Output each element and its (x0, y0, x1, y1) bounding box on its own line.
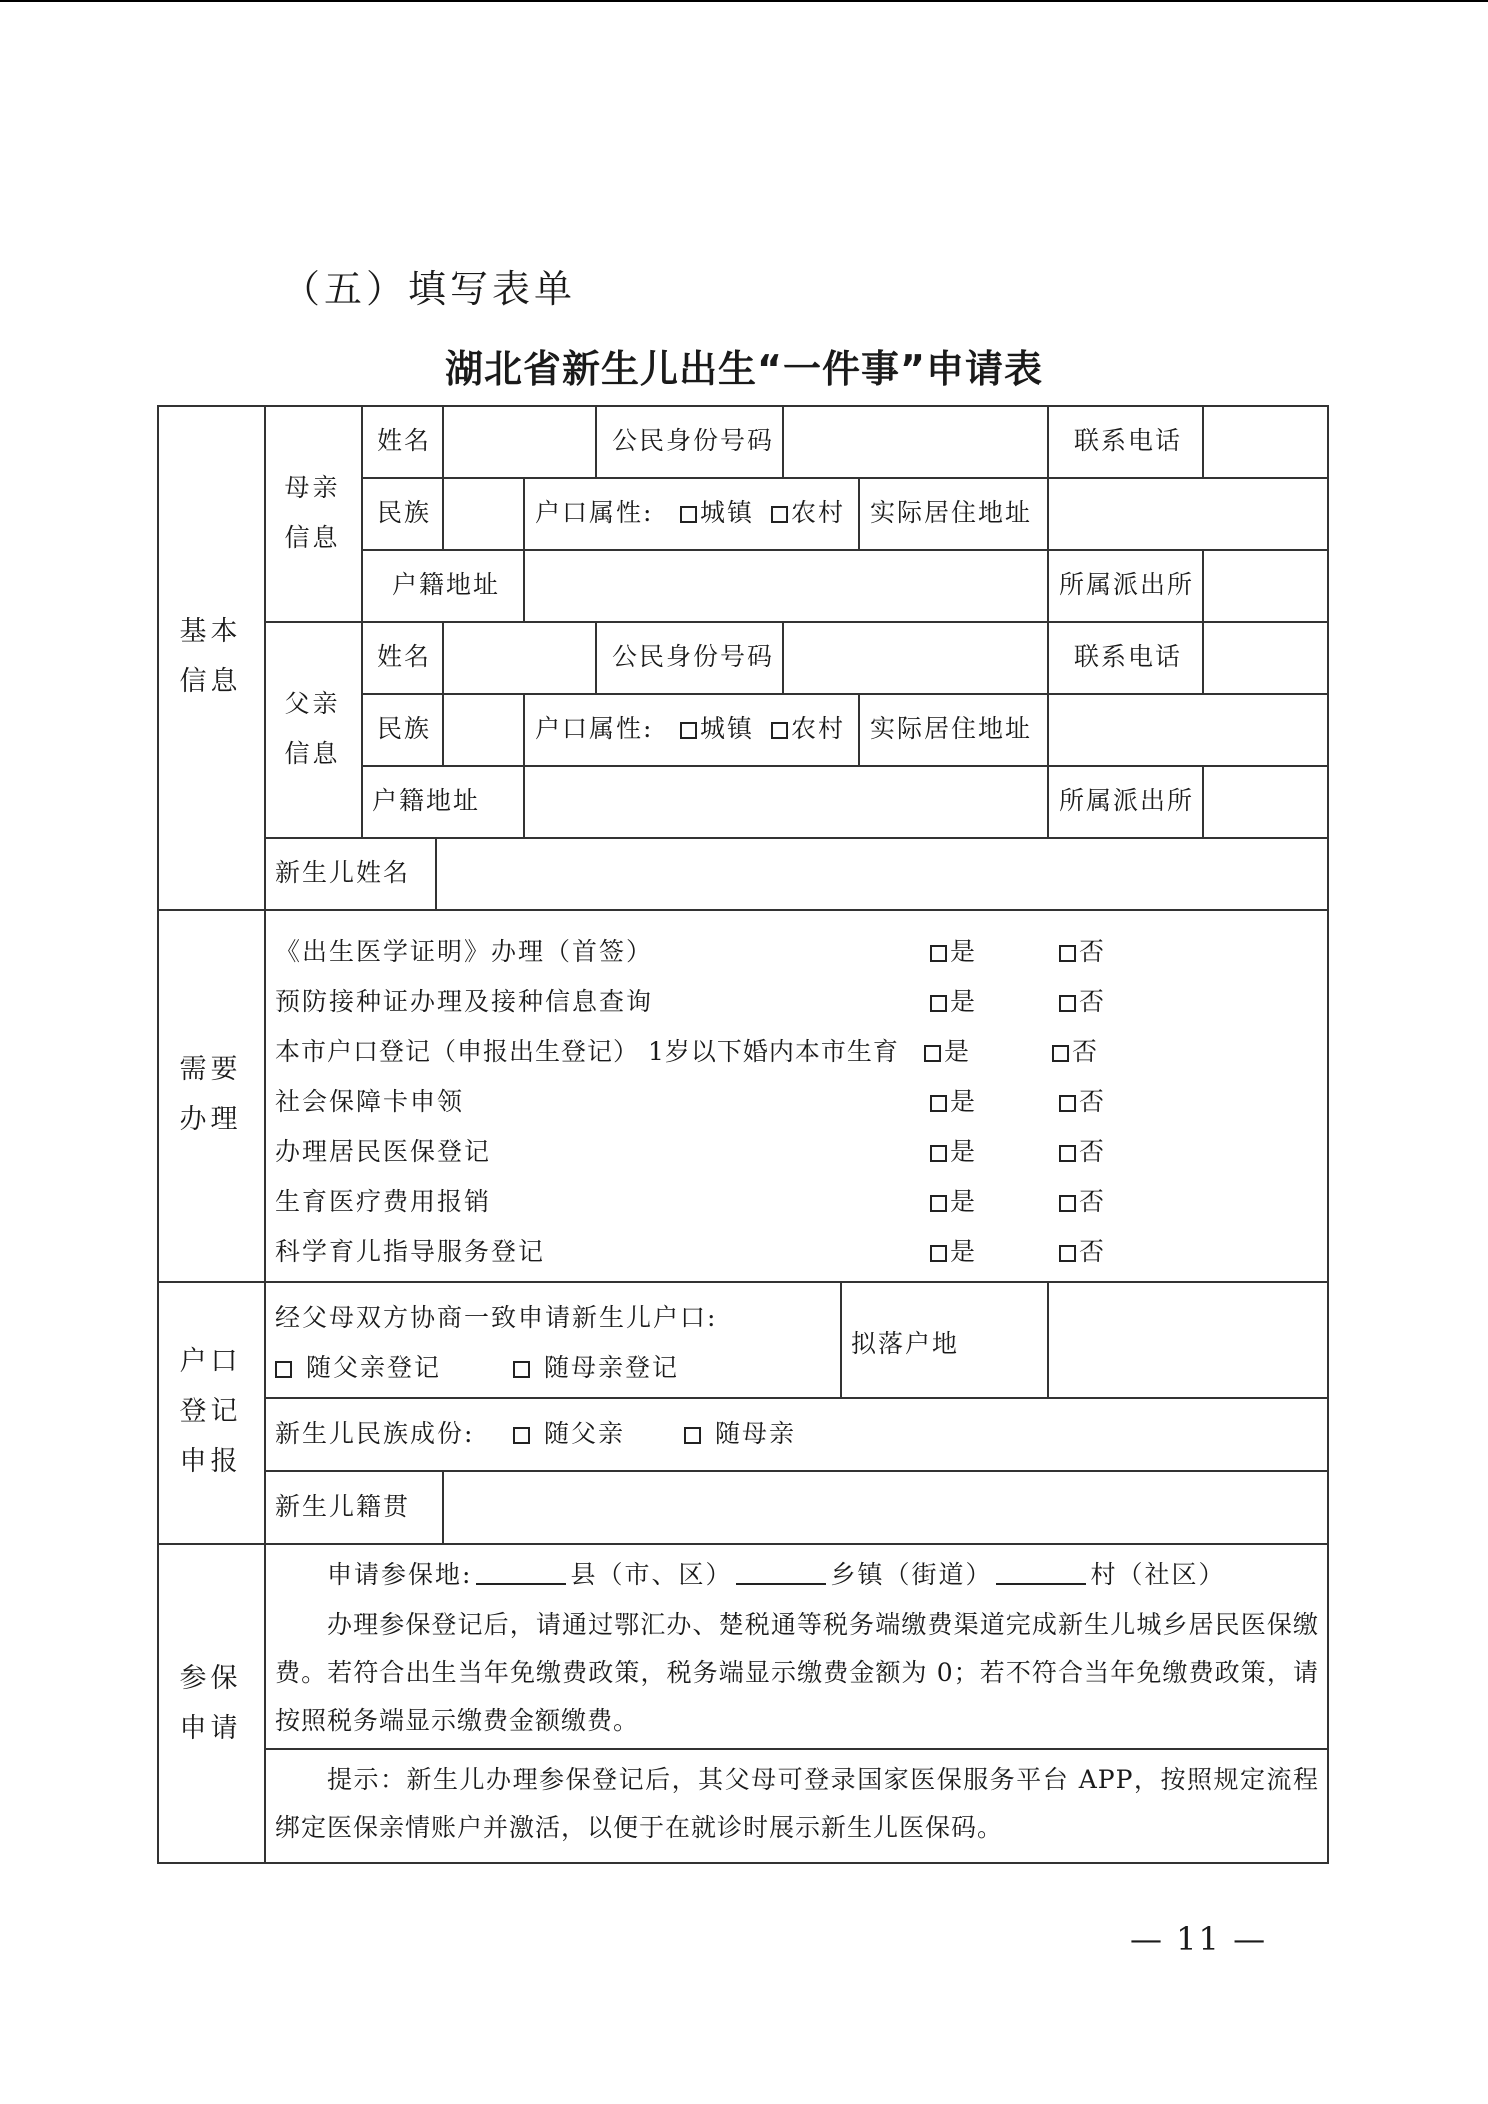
checkbox-icon[interactable] (513, 1361, 530, 1378)
cell-line (435, 837, 437, 909)
checkbox-icon[interactable] (930, 1245, 947, 1262)
row-line (264, 1397, 1329, 1399)
row-line (264, 1748, 1329, 1750)
checkbox-icon[interactable] (1059, 1245, 1076, 1262)
checkbox-icon[interactable] (1059, 1145, 1076, 1162)
option-label: 农村 (791, 498, 846, 527)
checkbox-icon[interactable] (930, 995, 947, 1012)
option-label: 否 (1079, 1137, 1107, 1166)
option-label: 否 (1079, 937, 1107, 966)
option-label: 否 (1072, 1037, 1100, 1066)
option-label: 否 (1079, 1237, 1107, 1266)
mother-hukou-address-label: 户籍地址 (392, 570, 501, 599)
row-line (264, 621, 1329, 623)
cell-line (1202, 549, 1204, 621)
newborn-name-label: 新生儿姓名 (275, 858, 411, 887)
cell-line (523, 693, 525, 765)
settle-place-label: 拟落户地 (851, 1329, 960, 1358)
option-label: 随母亲登记 (544, 1353, 680, 1382)
service-item: 办理居民医保登记 (275, 1137, 492, 1166)
village-label: 村（社区） (1090, 1560, 1226, 1589)
service-yes-option[interactable] (930, 1237, 977, 1267)
option-label: 是 (950, 1237, 978, 1266)
checkbox-icon[interactable] (684, 1427, 701, 1444)
hukou-reg-label: 户口 登记 申报 (179, 1346, 242, 1477)
insurance-place-label: 申请参保地: (327, 1560, 473, 1589)
option-label: 随父亲 (544, 1419, 626, 1448)
father-name-label: 姓名 (377, 642, 432, 671)
ethnicity-follow-mother-option[interactable] (684, 1419, 796, 1449)
mother-residence-label: 实际居住地址 (870, 498, 1033, 527)
cell-line (1202, 621, 1204, 693)
option-label: 否 (1079, 987, 1107, 1016)
cell-line (1047, 549, 1049, 621)
service-yes-option[interactable] (930, 1187, 977, 1217)
native-place-label: 新生儿籍贯 (275, 1492, 411, 1521)
follow-father-reg-option[interactable] (275, 1353, 441, 1383)
page-top-border (0, 0, 1488, 2)
option-label: 是 (950, 1187, 978, 1216)
service-no-option[interactable] (1059, 937, 1106, 967)
service-no-option[interactable] (1059, 1187, 1106, 1217)
row-line (361, 477, 1329, 479)
mother-urban-option[interactable] (680, 498, 754, 528)
row-line (361, 549, 1329, 551)
cell-line (1047, 621, 1049, 693)
ethnicity-follow-father-option[interactable] (513, 1419, 625, 1449)
service-item: 生育医疗费用报销 (275, 1187, 492, 1216)
service-no-option[interactable] (1059, 1137, 1106, 1167)
row-line (361, 693, 1329, 695)
table-border-bottom (157, 1862, 1329, 1864)
service-yes-option[interactable] (930, 1087, 977, 1117)
cell-line (442, 621, 444, 693)
mother-info-label: 母亲 信息 (284, 473, 341, 552)
checkbox-icon[interactable] (1059, 995, 1076, 1012)
cell-line (858, 693, 860, 765)
cell-line (523, 549, 525, 621)
service-item: 社会保障卡申领 (275, 1087, 465, 1116)
checkbox-icon[interactable] (1059, 1095, 1076, 1112)
cell-line (1202, 765, 1204, 837)
checkbox-icon[interactable] (1059, 1195, 1076, 1212)
checkbox-icon[interactable] (771, 506, 788, 523)
mother-ethnicity-label: 民族 (377, 498, 432, 527)
row-line (264, 837, 1329, 839)
father-info-label: 父亲 信息 (284, 689, 341, 768)
section-divider-basic (157, 909, 1329, 911)
cell-line (442, 405, 444, 477)
checkbox-icon[interactable] (275, 1361, 292, 1378)
father-rural-option[interactable] (771, 714, 845, 744)
basic-info-label: 基本 信息 (179, 616, 242, 697)
row-line (264, 1470, 1329, 1472)
services-label: 需要 办理 (179, 1054, 242, 1135)
option-label: 城镇 (700, 498, 755, 527)
father-hukou-address-label: 户籍地址 (372, 786, 481, 815)
service-item: 本市户口登记（申报出生登记） 1岁以下婚内本市生育 (275, 1037, 899, 1066)
cell-line (858, 477, 860, 549)
section-heading: （五）填写表单 (282, 267, 577, 311)
service-yes-option[interactable] (930, 1137, 977, 1167)
village-blank[interactable] (996, 1561, 1086, 1585)
application-form-table (157, 405, 1329, 1864)
service-no-option[interactable] (1059, 1237, 1106, 1267)
insurance-label: 参保 申请 (179, 1662, 242, 1744)
cell-line (442, 693, 444, 765)
checkbox-icon[interactable] (1059, 945, 1076, 962)
cell-line (1047, 405, 1049, 477)
checkbox-icon[interactable] (930, 945, 947, 962)
cell-line (782, 621, 784, 693)
newborn-ethnicity-label: 新生儿民族成份: (275, 1419, 475, 1448)
service-yes-option[interactable] (924, 1037, 971, 1067)
option-label: 城镇 (700, 714, 755, 743)
option-label: 否 (1079, 1187, 1107, 1216)
cell-line (1047, 765, 1049, 837)
insurance-tip: 提示：新生儿办理参保登记后，其父母可登录国家医保服务平台 APP，按照规定流程绑定医保亲情账户并激活，以便于在就诊时展示新生儿医保码。 (275, 1765, 1319, 1842)
service-item: 科学育儿指导服务登记 (275, 1237, 546, 1266)
checkbox-icon[interactable] (930, 1095, 947, 1112)
cell-line (595, 621, 597, 693)
service-no-option[interactable] (1052, 1037, 1099, 1067)
cell-line (1202, 405, 1204, 477)
service-item: 《出生医学证明》办理（首签） (275, 937, 654, 966)
option-label: 随母亲 (715, 1419, 797, 1448)
service-item: 预防接种证办理及接种信息查询 (275, 987, 654, 1016)
service-no-option[interactable] (1059, 1087, 1106, 1117)
service-yes-option[interactable] (930, 937, 977, 967)
option-label: 是 (950, 937, 978, 966)
father-phone-label: 联系电话 (1074, 642, 1183, 671)
option-label: 农村 (791, 714, 846, 743)
county-blank[interactable] (476, 1561, 566, 1585)
insurance-place-line (327, 1560, 1225, 1590)
father-id-label: 公民身份号码 (612, 642, 775, 671)
father-hukou-type-label: 户口属性: (535, 714, 654, 743)
table-border-right (1327, 405, 1329, 1864)
cell-line (523, 477, 525, 549)
form-title: 湖北省新生儿出生“一件事”申请表 (445, 347, 1043, 391)
page-number: — 11 — (1130, 1920, 1268, 1958)
hukou-consult-text: 经父母双方协商一致申请新生儿户口: (275, 1303, 718, 1332)
option-label: 是 (950, 1137, 978, 1166)
section-divider-hukou (157, 1543, 1329, 1545)
service-yes-option[interactable] (930, 987, 977, 1017)
cell-line (442, 477, 444, 549)
checkbox-icon[interactable] (513, 1427, 530, 1444)
checkbox-icon[interactable] (924, 1045, 941, 1062)
county-label: 县（市、区） (570, 1560, 733, 1589)
checkbox-icon[interactable] (930, 1145, 947, 1162)
cell-line (595, 405, 597, 477)
option-label: 否 (1079, 1087, 1107, 1116)
town-label: 乡镇（街道） (830, 1560, 993, 1589)
mother-rural-option[interactable] (771, 498, 845, 528)
town-blank[interactable] (736, 1561, 826, 1585)
father-urban-option[interactable] (680, 714, 754, 744)
father-residence-label: 实际居住地址 (870, 714, 1033, 743)
father-police-station-label: 所属派出所 (1059, 786, 1195, 815)
checkbox-icon[interactable] (680, 506, 697, 523)
cell-line (782, 405, 784, 477)
cell-line (1047, 693, 1049, 765)
cell-line (442, 1470, 444, 1543)
insurance-paragraph: 办理参保登记后，请通过鄂汇办、楚税通等税务端缴费渠道完成新生儿城乡居民医保缴费。若符合出生当年免缴费政策，税务端显示缴费金额为 0；若不符合当年免缴费政策，请按照税务端显示缴费金额缴费。 (275, 1610, 1319, 1735)
section-divider-services (157, 1281, 1329, 1283)
option-label: 是 (944, 1037, 972, 1066)
mother-police-station-label: 所属派出所 (1059, 570, 1195, 599)
mother-name-label: 姓名 (377, 426, 432, 455)
service-no-option[interactable] (1059, 987, 1106, 1017)
follow-mother-reg-option[interactable] (513, 1353, 679, 1383)
cell-line (1047, 1281, 1049, 1397)
cell-line (840, 1281, 842, 1397)
checkbox-icon[interactable] (930, 1195, 947, 1212)
father-ethnicity-label: 民族 (377, 714, 432, 743)
mother-id-label: 公民身份号码 (612, 426, 775, 455)
option-label: 是 (950, 987, 978, 1016)
mother-phone-label: 联系电话 (1074, 426, 1183, 455)
checkbox-icon[interactable] (680, 722, 697, 739)
checkbox-icon[interactable] (771, 722, 788, 739)
cell-line (1047, 477, 1049, 549)
option-label: 是 (950, 1087, 978, 1116)
cell-line (523, 765, 525, 837)
option-label: 随父亲登记 (306, 1353, 442, 1382)
checkbox-icon[interactable] (1052, 1045, 1069, 1062)
mother-hukou-type-label: 户口属性: (535, 498, 654, 527)
row-line (361, 765, 1329, 767)
